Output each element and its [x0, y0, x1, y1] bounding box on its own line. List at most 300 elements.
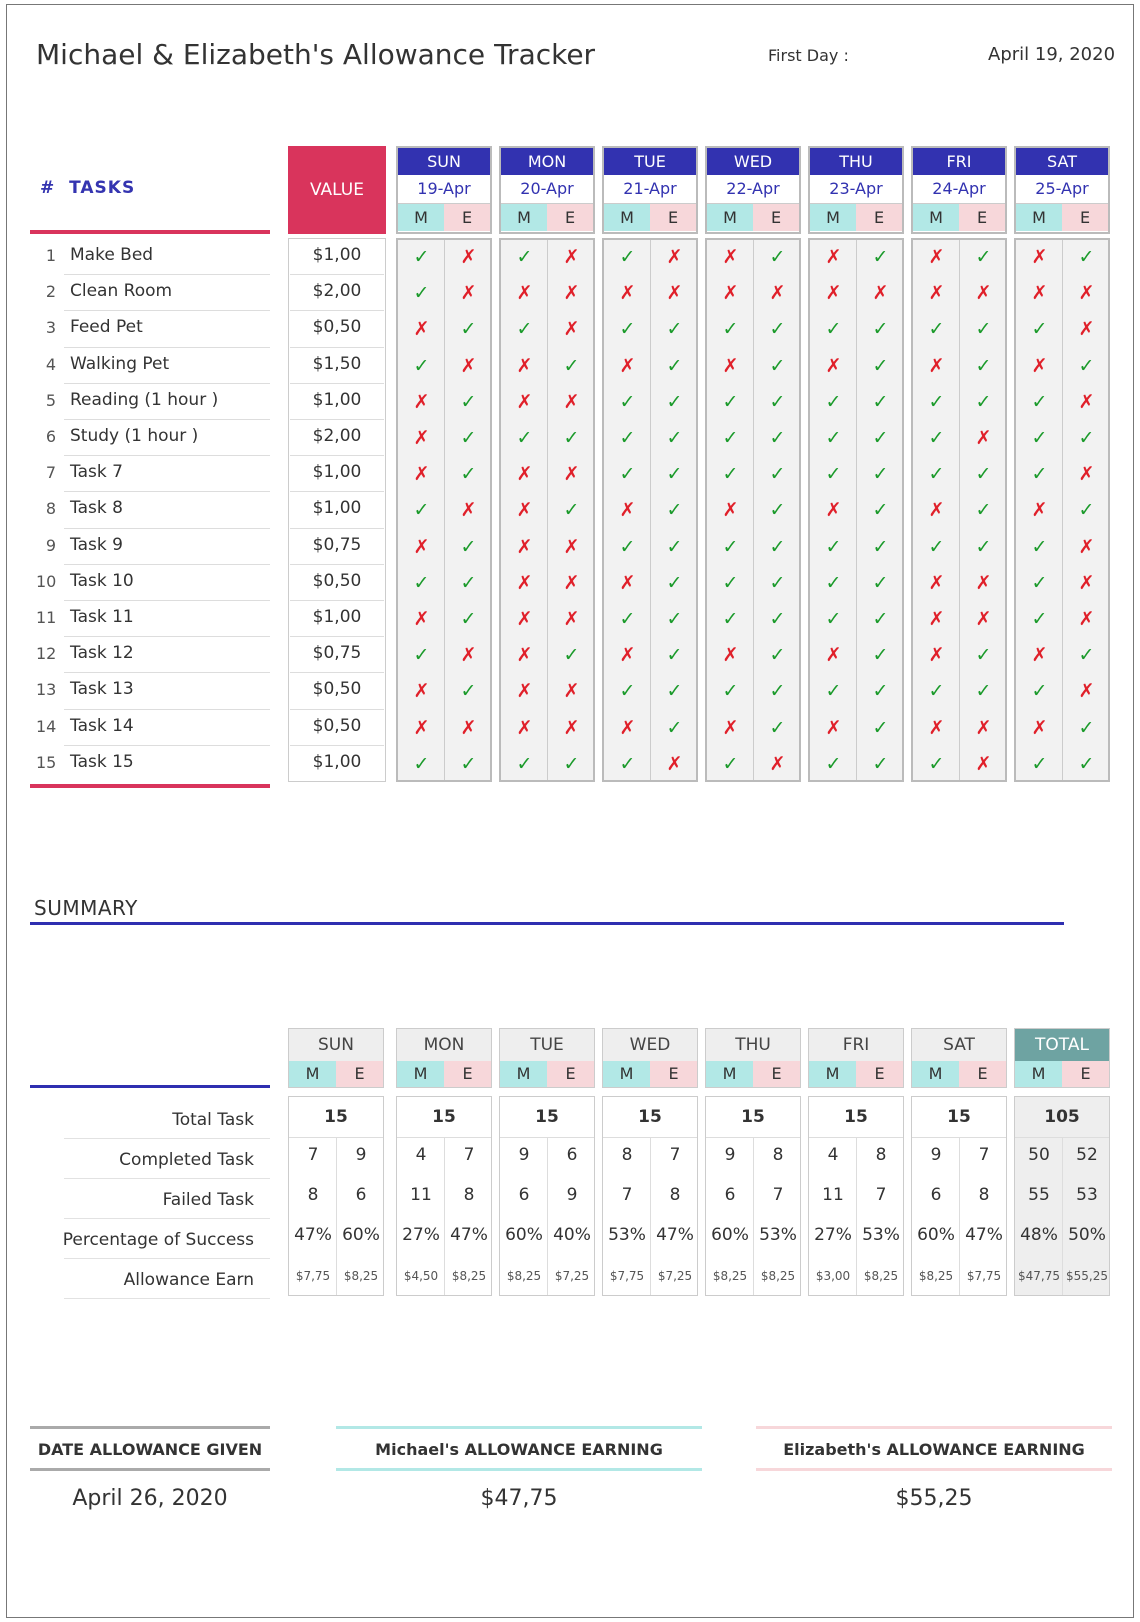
task-value[interactable]: $1,00 — [312, 389, 362, 410]
cross-icon[interactable]: ✗ — [928, 644, 945, 667]
summary-box-sat — [911, 1096, 1007, 1296]
cross-icon[interactable]: ✗ — [928, 282, 945, 305]
cross-icon[interactable]: ✗ — [563, 463, 580, 486]
check-icon[interactable]: ✓ — [666, 571, 683, 594]
check-icon[interactable]: ✓ — [460, 680, 477, 703]
check-icon[interactable]: ✓ — [722, 680, 739, 703]
evening-label: E — [753, 204, 799, 231]
cross-icon[interactable]: ✗ — [825, 644, 842, 667]
check-icon[interactable]: ✓ — [769, 571, 786, 594]
check-icon[interactable]: ✓ — [928, 535, 945, 558]
allowance-earn-e: $7,75 — [966, 1269, 1002, 1283]
check-icon[interactable]: ✓ — [722, 571, 739, 594]
morning-label: M — [1016, 204, 1062, 231]
me-row — [1015, 1061, 1109, 1088]
check-icon[interactable]: ✓ — [975, 390, 992, 413]
task-name[interactable]: Task 11 — [70, 607, 134, 627]
check-icon[interactable]: ✓ — [769, 608, 786, 630]
task-value[interactable]: $1,00 — [312, 462, 362, 483]
cross-icon[interactable]: ✗ — [516, 499, 533, 522]
cross-icon[interactable]: ✗ — [872, 282, 889, 305]
check-icon[interactable]: ✓ — [460, 463, 477, 486]
check-icon[interactable]: ✓ — [769, 499, 786, 522]
task-number: 4 — [45, 354, 56, 374]
check-icon[interactable]: ✓ — [825, 571, 842, 594]
check-icon[interactable]: ✓ — [619, 246, 636, 268]
check-icon[interactable]: ✓ — [619, 463, 636, 486]
cross-icon[interactable]: ✗ — [975, 716, 992, 739]
check-icon[interactable]: ✓ — [769, 463, 786, 486]
check-icon[interactable]: ✓ — [1031, 463, 1048, 486]
check-icon[interactable]: ✓ — [666, 427, 683, 449]
check-icon[interactable]: ✓ — [563, 354, 580, 377]
check-icon[interactable]: ✓ — [825, 680, 842, 703]
check-icon[interactable]: ✓ — [975, 535, 992, 558]
check-icon[interactable]: ✓ — [619, 680, 636, 703]
check-icon[interactable]: ✓ — [825, 318, 842, 341]
cross-icon[interactable]: ✗ — [1031, 644, 1048, 667]
task-name[interactable]: Feed Pet — [70, 317, 143, 338]
cross-icon[interactable]: ✗ — [666, 246, 683, 268]
cross-icon[interactable]: ✗ — [825, 282, 842, 305]
morning-label: M — [1015, 1061, 1062, 1087]
check-icon[interactable]: ✓ — [872, 752, 889, 775]
check-icon[interactable]: ✓ — [516, 318, 533, 341]
task-value[interactable]: $0,50 — [312, 570, 362, 591]
morning-label: M — [397, 1061, 444, 1087]
check-icon[interactable]: ✓ — [413, 499, 430, 522]
cross-icon[interactable]: ✗ — [516, 680, 533, 703]
check-icon[interactable]: ✓ — [413, 246, 430, 268]
check-icon[interactable]: ✓ — [769, 318, 786, 341]
task-number: 14 — [36, 716, 57, 736]
date-given-value[interactable]: April 26, 2020 — [72, 1486, 228, 1511]
check-icon[interactable]: ✓ — [769, 390, 786, 413]
cross-icon[interactable]: ✗ — [1078, 318, 1095, 341]
cross-icon[interactable]: ✗ — [769, 752, 786, 775]
completed-task-e: 9 — [355, 1145, 367, 1165]
cross-icon[interactable]: ✗ — [563, 680, 580, 703]
summary-box-tue — [499, 1096, 595, 1296]
cross-icon[interactable]: ✗ — [722, 246, 739, 268]
check-icon[interactable]: ✓ — [619, 752, 636, 775]
cross-icon[interactable]: ✗ — [516, 463, 533, 486]
check-icon[interactable]: ✓ — [1078, 644, 1095, 667]
check-icon[interactable]: ✓ — [1031, 318, 1048, 341]
check-icon[interactable]: ✓ — [769, 427, 786, 449]
cross-icon[interactable]: ✗ — [619, 716, 636, 739]
failed-task-e: 8 — [463, 1185, 475, 1205]
cross-icon[interactable]: ✗ — [1078, 535, 1095, 558]
check-icon[interactable]: ✓ — [619, 318, 636, 341]
check-icon[interactable]: ✓ — [563, 499, 580, 522]
cross-icon[interactable]: ✗ — [413, 318, 430, 341]
check-icon[interactable]: ✓ — [1078, 354, 1095, 377]
check-icon[interactable]: ✓ — [666, 644, 683, 667]
cross-icon[interactable]: ✗ — [928, 354, 945, 377]
task-name[interactable]: Task 13 — [70, 679, 134, 700]
check-icon[interactable]: ✓ — [1078, 752, 1095, 775]
cross-icon[interactable]: ✗ — [619, 644, 636, 667]
cross-icon[interactable]: ✗ — [975, 752, 992, 775]
task-name[interactable]: Clean Room — [70, 281, 173, 302]
cross-icon[interactable]: ✗ — [413, 390, 430, 413]
check-icon[interactable]: ✓ — [666, 390, 683, 413]
check-icon[interactable]: ✓ — [722, 318, 739, 341]
check-icon[interactable]: ✓ — [460, 427, 477, 449]
cross-icon[interactable]: ✗ — [413, 463, 430, 486]
task-name[interactable]: Walking Pet — [70, 353, 170, 374]
cross-icon[interactable]: ✗ — [460, 644, 477, 667]
check-icon[interactable]: ✓ — [872, 680, 889, 703]
cross-icon[interactable]: ✗ — [563, 282, 580, 305]
first-day-value[interactable]: April 19, 2020 — [988, 44, 1116, 65]
task-value[interactable]: $0,75 — [312, 643, 362, 664]
cross-icon[interactable]: ✗ — [460, 282, 477, 305]
cross-icon[interactable]: ✗ — [563, 716, 580, 739]
michael-earning-value: $47,75 — [480, 1486, 558, 1511]
allowance-earn-e: $55,25 — [1066, 1269, 1108, 1283]
check-icon[interactable]: ✓ — [666, 463, 683, 486]
cross-icon[interactable]: ✗ — [516, 535, 533, 558]
check-icon[interactable]: ✓ — [722, 427, 739, 449]
check-icon[interactable]: ✓ — [975, 246, 992, 268]
failed-task-e: 6 — [355, 1185, 367, 1205]
check-icon[interactable]: ✓ — [928, 390, 945, 413]
check-icon[interactable]: ✓ — [619, 427, 636, 449]
check-icon[interactable]: ✓ — [825, 608, 842, 630]
check-icon[interactable]: ✓ — [872, 390, 889, 413]
check-icon[interactable]: ✓ — [619, 535, 636, 558]
check-icon[interactable]: ✓ — [516, 752, 533, 775]
check-icon[interactable]: ✓ — [872, 427, 889, 449]
cross-icon[interactable]: ✗ — [722, 499, 739, 522]
task-value[interactable]: $1,50 — [312, 353, 362, 374]
check-icon[interactable]: ✓ — [563, 644, 580, 667]
cross-icon[interactable]: ✗ — [769, 282, 786, 305]
task-name[interactable]: Task 10 — [70, 570, 134, 591]
day-date: 21-Apr — [604, 175, 696, 204]
cross-icon[interactable]: ✗ — [619, 282, 636, 305]
cross-icon[interactable]: ✗ — [413, 680, 430, 703]
cross-icon[interactable]: ✗ — [1031, 246, 1048, 268]
cross-icon[interactable]: ✗ — [460, 354, 477, 377]
check-icon[interactable]: ✓ — [413, 282, 430, 305]
success-percent-m: 60% — [917, 1225, 955, 1245]
check-icon[interactable]: ✓ — [872, 644, 889, 667]
check-icon[interactable]: ✓ — [769, 680, 786, 703]
cross-icon[interactable]: ✗ — [619, 499, 636, 522]
total-task-value: 15 — [603, 1097, 697, 1138]
task-name[interactable]: Task 7 — [70, 462, 123, 483]
task-name[interactable]: Task 9 — [70, 534, 123, 555]
check-icon[interactable]: ✓ — [825, 463, 842, 486]
check-icon[interactable]: ✓ — [975, 463, 992, 486]
check-icon[interactable]: ✓ — [825, 390, 842, 413]
check-icon[interactable]: ✓ — [928, 752, 945, 775]
check-icon[interactable]: ✓ — [769, 354, 786, 377]
task-value[interactable]: $0,50 — [312, 715, 362, 736]
cross-icon[interactable]: ✗ — [563, 246, 580, 268]
allowance-earn-e: $7,25 — [657, 1269, 693, 1283]
cross-icon[interactable]: ✗ — [413, 716, 430, 739]
check-icon[interactable]: ✓ — [1031, 390, 1048, 413]
check-icon[interactable]: ✓ — [872, 318, 889, 341]
task-number: 13 — [36, 680, 57, 700]
cross-icon[interactable]: ✗ — [563, 390, 580, 413]
cross-icon[interactable]: ✗ — [516, 354, 533, 377]
check-icon[interactable]: ✓ — [872, 608, 889, 630]
check-icon[interactable]: ✓ — [413, 354, 430, 377]
cross-icon[interactable]: ✗ — [722, 716, 739, 739]
check-icon[interactable]: ✓ — [619, 390, 636, 413]
check-icon[interactable]: ✓ — [666, 680, 683, 703]
cross-icon[interactable]: ✗ — [825, 716, 842, 739]
success-percent-m: 60% — [505, 1225, 543, 1245]
allowance-earn-e: $8,25 — [863, 1269, 899, 1283]
check-icon[interactable]: ✓ — [1031, 680, 1048, 703]
cross-icon[interactable]: ✗ — [1078, 571, 1095, 594]
cross-icon[interactable]: ✗ — [563, 318, 580, 341]
cross-icon[interactable]: ✗ — [413, 427, 430, 449]
cross-icon[interactable]: ✗ — [975, 571, 992, 594]
check-icon[interactable]: ✓ — [666, 608, 683, 630]
task-value[interactable]: $0,50 — [312, 317, 362, 338]
cross-icon[interactable]: ✗ — [1078, 463, 1095, 486]
cross-icon[interactable]: ✗ — [516, 644, 533, 667]
check-icon[interactable]: ✓ — [413, 752, 430, 775]
cross-icon[interactable]: ✗ — [825, 499, 842, 522]
cross-icon[interactable]: ✗ — [619, 571, 636, 594]
cross-icon[interactable]: ✗ — [460, 716, 477, 739]
check-icon[interactable]: ✓ — [872, 463, 889, 486]
check-icon[interactable]: ✓ — [722, 752, 739, 775]
completed-task-m: 4 — [415, 1145, 427, 1165]
check-icon[interactable]: ✓ — [872, 354, 889, 377]
check-icon[interactable]: ✓ — [872, 246, 889, 268]
day-date: 22-Apr — [707, 175, 799, 204]
check-icon[interactable]: ✓ — [460, 608, 477, 630]
check-icon[interactable]: ✓ — [872, 571, 889, 594]
check-icon[interactable]: ✓ — [722, 463, 739, 486]
success-percent-e: 53% — [862, 1225, 900, 1245]
check-icon[interactable]: ✓ — [975, 680, 992, 703]
task-number: 6 — [45, 427, 56, 446]
cross-icon[interactable]: ✗ — [563, 571, 580, 594]
check-icon[interactable]: ✓ — [413, 644, 430, 667]
check-icon[interactable]: ✓ — [928, 318, 945, 341]
check-icon[interactable]: ✓ — [825, 752, 842, 775]
completed-task-m: 7 — [307, 1145, 319, 1165]
day-header-mon — [499, 146, 595, 234]
me-row — [397, 1061, 491, 1088]
cross-icon[interactable]: ✗ — [928, 246, 945, 268]
cross-icon[interactable]: ✗ — [1031, 354, 1048, 377]
task-name[interactable]: Task 15 — [70, 751, 134, 772]
check-icon[interactable]: ✓ — [769, 246, 786, 268]
first-day-label: First Day : — [768, 46, 849, 65]
summary-column-name: SUN — [289, 1029, 383, 1061]
allowance-earn-m: $4,50 — [403, 1269, 439, 1283]
check-icon[interactable]: ✓ — [666, 716, 683, 739]
check-icon[interactable]: ✓ — [460, 390, 477, 413]
check-icon[interactable]: ✓ — [975, 354, 992, 377]
day-name: TUE — [604, 148, 696, 175]
check-icon[interactable]: ✓ — [928, 463, 945, 486]
cross-icon[interactable]: ✗ — [1078, 282, 1095, 305]
task-name[interactable]: Study (1 hour ) — [70, 426, 199, 446]
check-icon[interactable]: ✓ — [975, 318, 992, 341]
task-name[interactable]: Make Bed — [70, 245, 154, 265]
cross-icon[interactable]: ✗ — [516, 571, 533, 594]
task-value[interactable]: $0,75 — [312, 534, 362, 555]
summary-column-name: MON — [397, 1029, 491, 1061]
cross-icon[interactable]: ✗ — [563, 535, 580, 558]
summary-row-label: Completed Task — [119, 1150, 254, 1170]
check-icon[interactable]: ✓ — [769, 716, 786, 739]
check-icon[interactable]: ✓ — [619, 608, 636, 630]
check-icon[interactable]: ✓ — [666, 318, 683, 341]
completed-task-e: 7 — [669, 1145, 681, 1165]
check-grid-fri — [911, 238, 1007, 782]
cross-icon[interactable]: ✗ — [563, 608, 580, 630]
cross-icon[interactable]: ✗ — [516, 282, 533, 305]
summary-label-separator — [64, 1218, 270, 1219]
check-icon[interactable]: ✓ — [1031, 752, 1048, 775]
check-icon[interactable]: ✓ — [413, 571, 430, 594]
cross-icon[interactable]: ✗ — [1078, 608, 1095, 630]
check-icon[interactable]: ✓ — [666, 535, 683, 558]
task-value[interactable]: $1,00 — [312, 607, 362, 627]
cross-icon[interactable]: ✗ — [460, 499, 477, 522]
cross-icon[interactable]: ✗ — [975, 608, 992, 630]
cross-icon[interactable]: ✗ — [460, 246, 477, 268]
summary-header-thu — [705, 1028, 801, 1088]
cross-icon[interactable]: ✗ — [928, 608, 945, 630]
task-name[interactable]: Task 14 — [70, 715, 134, 736]
summary-column-name: WED — [603, 1029, 697, 1061]
check-icon[interactable]: ✓ — [1078, 246, 1095, 268]
cross-icon[interactable]: ✗ — [1078, 390, 1095, 413]
success-percent-m: 27% — [402, 1225, 440, 1245]
cross-icon[interactable]: ✗ — [975, 282, 992, 305]
completed-task-e: 7 — [978, 1145, 990, 1165]
task-value[interactable]: $1,00 — [312, 751, 362, 772]
cross-icon[interactable]: ✗ — [666, 282, 683, 305]
cross-icon[interactable]: ✗ — [928, 499, 945, 522]
check-icon[interactable]: ✓ — [563, 427, 580, 449]
check-icon[interactable]: ✓ — [666, 354, 683, 377]
task-value[interactable]: $1,00 — [312, 498, 362, 519]
check-icon[interactable]: ✓ — [1031, 571, 1048, 594]
check-icon[interactable]: ✓ — [460, 571, 477, 594]
allowance-earn-m: $8,25 — [506, 1269, 542, 1283]
task-value[interactable]: $2,00 — [312, 281, 362, 302]
total-task-value: 105 — [1015, 1097, 1109, 1138]
elizabeth-bottomline — [756, 1468, 1112, 1471]
check-icon[interactable]: ✓ — [516, 246, 533, 268]
check-icon[interactable]: ✓ — [872, 535, 889, 558]
day-date: 25-Apr — [1016, 175, 1108, 204]
task-number: 12 — [36, 644, 57, 664]
morning-label: M — [707, 204, 753, 231]
cross-icon[interactable]: ✗ — [722, 354, 739, 377]
check-icon[interactable]: ✓ — [1031, 535, 1048, 558]
check-icon[interactable]: ✓ — [928, 680, 945, 703]
check-icon[interactable]: ✓ — [1078, 427, 1095, 449]
completed-task-e: 8 — [772, 1145, 784, 1165]
check-icon[interactable]: ✓ — [769, 535, 786, 558]
cross-icon[interactable]: ✗ — [516, 716, 533, 739]
cross-icon[interactable]: ✗ — [825, 354, 842, 377]
cross-icon[interactable]: ✗ — [619, 354, 636, 377]
failed-task-e: 7 — [875, 1185, 887, 1205]
check-icon[interactable]: ✓ — [1031, 608, 1048, 630]
evening-label: E — [1062, 204, 1108, 231]
task-name[interactable]: Reading (1 hour ) — [70, 389, 219, 410]
check-icon[interactable]: ✓ — [872, 716, 889, 739]
task-name[interactable]: Task 8 — [70, 498, 123, 519]
check-icon[interactable]: ✓ — [460, 752, 477, 775]
cross-icon[interactable]: ✗ — [1031, 499, 1048, 522]
cross-icon[interactable]: ✗ — [722, 282, 739, 305]
cross-icon[interactable]: ✗ — [1078, 680, 1095, 703]
check-icon[interactable]: ✓ — [563, 752, 580, 775]
success-percent-m: 53% — [608, 1225, 646, 1245]
cross-icon[interactable]: ✗ — [928, 571, 945, 594]
check-icon[interactable]: ✓ — [516, 427, 533, 449]
cross-icon[interactable]: ✗ — [928, 716, 945, 739]
task-name[interactable]: Task 12 — [70, 643, 134, 664]
task-value[interactable]: $2,00 — [312, 426, 362, 446]
check-icon[interactable]: ✓ — [1078, 499, 1095, 522]
summary-box-total — [1014, 1096, 1110, 1296]
check-icon[interactable]: ✓ — [722, 535, 739, 558]
check-icon[interactable]: ✓ — [460, 535, 477, 558]
check-icon[interactable]: ✓ — [825, 427, 842, 449]
summary-header-wed — [602, 1028, 698, 1088]
cross-icon[interactable]: ✗ — [516, 390, 533, 413]
check-icon[interactable]: ✓ — [769, 644, 786, 667]
check-icon[interactable]: ✓ — [722, 608, 739, 630]
check-icon[interactable]: ✓ — [1078, 716, 1095, 739]
check-icon[interactable]: ✓ — [460, 318, 477, 341]
check-icon[interactable]: ✓ — [825, 535, 842, 558]
cross-icon[interactable]: ✗ — [666, 752, 683, 775]
check-icon[interactable]: ✓ — [872, 499, 889, 522]
cross-icon[interactable]: ✗ — [516, 608, 533, 630]
check-icon[interactable]: ✓ — [928, 427, 945, 449]
cross-icon[interactable]: ✗ — [413, 608, 430, 630]
summary-heading: SUMMARY — [34, 896, 138, 920]
cross-icon[interactable]: ✗ — [722, 644, 739, 667]
task-row-separator — [64, 455, 270, 456]
cross-icon[interactable]: ✗ — [1031, 282, 1048, 305]
cross-icon[interactable]: ✗ — [825, 246, 842, 268]
check-icon[interactable]: ✓ — [975, 644, 992, 667]
task-value[interactable]: $1,00 — [312, 245, 362, 265]
task-row-separator — [64, 347, 270, 348]
cross-icon[interactable]: ✗ — [975, 427, 992, 449]
check-icon[interactable]: ✓ — [1031, 427, 1048, 449]
check-icon[interactable]: ✓ — [722, 390, 739, 413]
cross-icon[interactable]: ✗ — [1031, 716, 1048, 739]
task-number: 8 — [45, 499, 56, 519]
check-icon[interactable]: ✓ — [666, 499, 683, 522]
cross-icon[interactable]: ✗ — [413, 535, 430, 558]
task-value[interactable]: $0,50 — [312, 679, 362, 700]
check-icon[interactable]: ✓ — [975, 499, 992, 522]
